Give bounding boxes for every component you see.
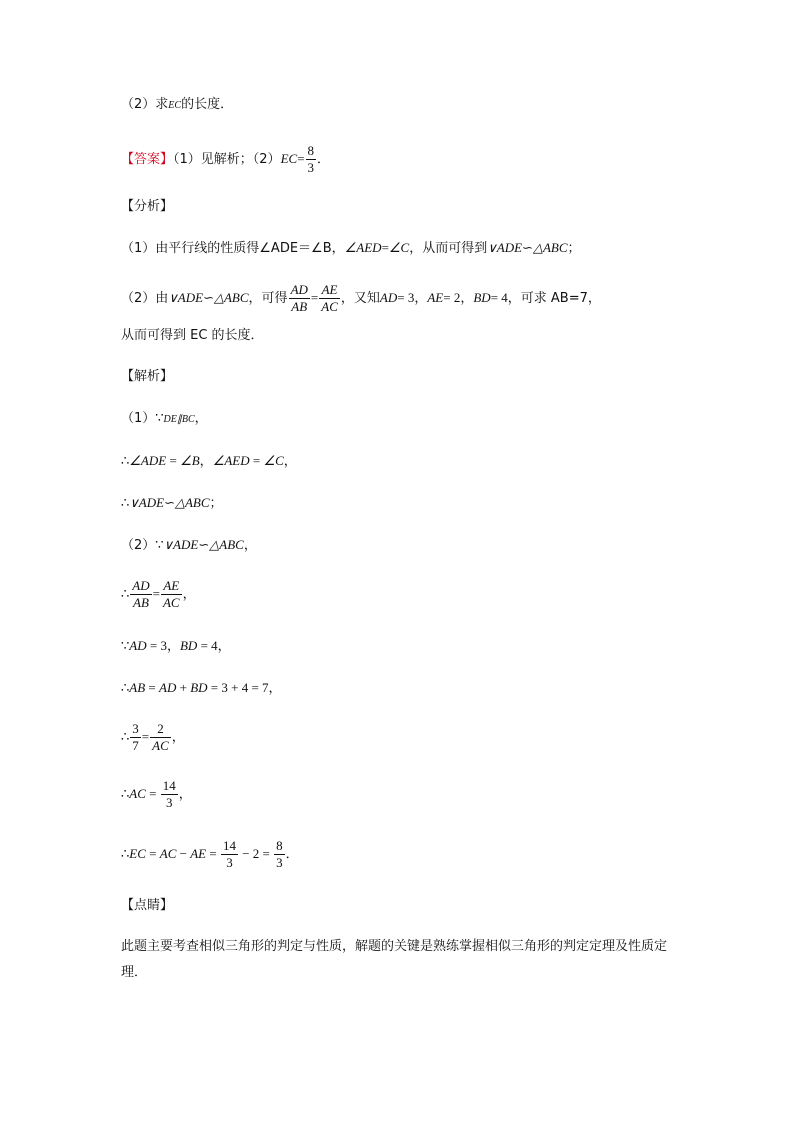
analysis-line-1: （1）由平行线的性质得∠ADE＝∠B，∠AED=∠C，从而可得到∨ADE∽△ABC；	[121, 240, 581, 256]
solution-step-7: ∴AB = AD + BD = 3 + 4 = 7，	[121, 680, 282, 696]
fraction-2-ac: $\frac{2}{AC}$	[152, 721, 169, 753]
solution-step-2: ∴∠ADE = ∠B，∠AED = ∠C，	[121, 453, 297, 469]
solution-step-1: （1）∵DE∥BC，	[121, 411, 208, 426]
fraction-ae-ac: $\frac{AE}{AC}$	[321, 282, 338, 314]
question-2: （2）求EC的长度．	[121, 97, 234, 112]
solution-step-3: ∴∨ADE∽△ABC；	[121, 495, 223, 511]
solution-step-5: ∴ $\frac{AD}{AB}$ = $\frac{AE}{AC}$ ，	[121, 578, 196, 610]
solution-step-4: （2）∵∨ADE∽△ABC，	[121, 537, 257, 553]
fraction-14-3-b: $\frac{14}{3}$	[222, 838, 236, 870]
answer-line: 【答案】（1）见解析；（2）EC= $\frac{8}{3}$ ．	[121, 143, 331, 175]
answer-label: 【答案】	[121, 152, 174, 167]
solution-step-10: ∴EC = AC − AE = $\frac{14}{3}$ − 2 = $\frac{8}{3}$ ．	[121, 838, 299, 870]
comment-text: 此题主要考查相似三角形的判定与性质，解题的关键是熟练掌握相似三角形的判定定理及性质定理．	[121, 939, 668, 980]
fraction-ad-ab: $\frac{AD}{AB}$	[290, 282, 308, 314]
fraction-ad-ab-2: $\frac{AD}{AB}$	[132, 578, 150, 610]
comment-label: 【点睛】	[121, 898, 174, 913]
solution-step-9: ∴AC = $\frac{14}{3}$ ，	[121, 778, 192, 810]
fraction-ae-ac-2: $\frac{AE}{AC}$	[162, 578, 180, 610]
fraction-8-3: $\frac{8}{3}$	[276, 838, 283, 870]
analysis-label: 【分析】	[121, 199, 174, 214]
solution-label: 【解析】	[121, 369, 174, 384]
analysis-line-2: （2）由∨ADE∽△ABC，可得 $\frac{AD}{AB}$ = $\frac{AE}{AC}$ ，又知AD= 3，AE= 2，BD= 4，可求 AB=7，	[121, 282, 601, 314]
answer-fraction: $\frac{8}{3}$	[307, 143, 315, 175]
fraction-3-7: $\frac{3}{7}$	[132, 721, 139, 753]
solution-step-6: ∵AD = 3，BD = 4，	[121, 638, 231, 654]
solution-step-8: ∴ $\frac{3}{7}$ = $\frac{2}{AC}$ ，	[121, 721, 185, 753]
fraction-14-3: $\frac{14}{3}$	[162, 778, 176, 810]
analysis-line-3: 从而可得到 EC 的长度．	[121, 328, 264, 343]
